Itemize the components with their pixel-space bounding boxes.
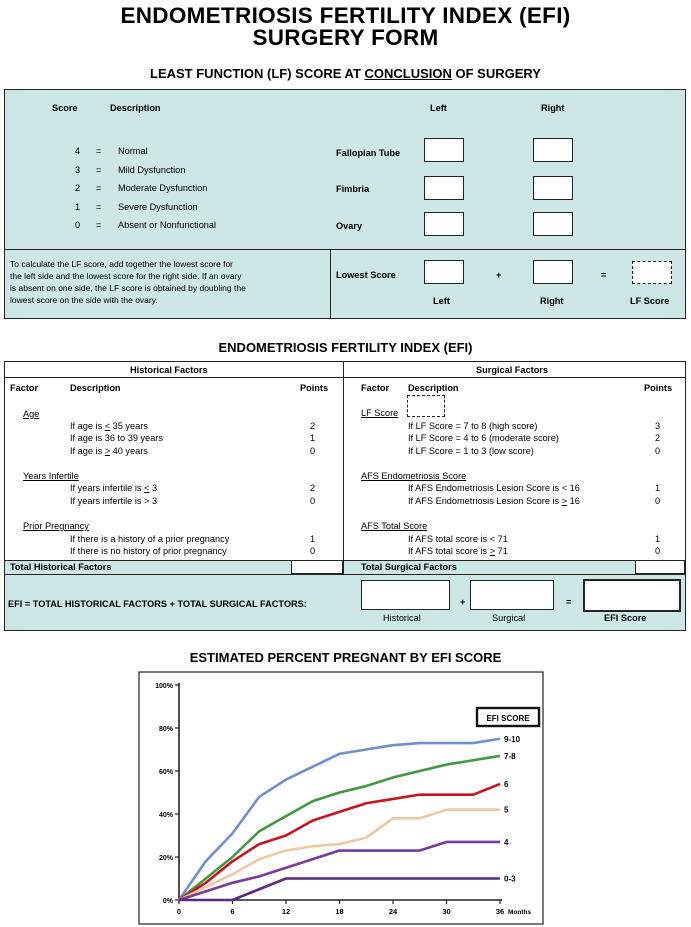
y-tick-label: 0% (162, 898, 173, 905)
afs-total-row-2-points: 0 (655, 546, 661, 556)
historical-factors-header: Historical Factors (130, 365, 208, 375)
equals-sign: = (601, 270, 607, 280)
surgical-factors-header: Surgical Factors (476, 365, 548, 375)
lf-score-factor-label: LF Score (361, 408, 399, 418)
series-label: 4 (504, 837, 509, 847)
row-operator: < (104, 421, 111, 431)
chart-title: ESTIMATED PERCENT PREGNANT BY EFI SCORE (189, 650, 502, 665)
series-label: 5 (504, 805, 509, 815)
lf-row-3: If LF Score = 1 to 3 (low score) (408, 446, 534, 456)
score-value: 0 (75, 220, 81, 230)
instruction-line: the left side and the lowest score for the right side. If an ovary (10, 271, 242, 281)
equals-sign: = (96, 183, 102, 193)
x-tick-label: 12 (281, 907, 291, 916)
lf-section-title-underlined: CONCLUSION (364, 66, 452, 81)
left-column-header: Left (430, 103, 447, 113)
equals-sign: = (96, 146, 102, 156)
x-tick-label: 30 (442, 907, 451, 916)
lf-row-1: If LF Score = 7 to 8 (high score) (408, 421, 538, 431)
x-tick-label: 18 (335, 907, 344, 916)
afs-endo-row-2-points: 0 (655, 496, 661, 506)
afs-total-row-1: If AFS total score is < 71 (408, 534, 508, 544)
plus-sign: + (496, 270, 502, 280)
row-text: If AFS Endometriosis Lesion Score is (408, 496, 562, 506)
years-row-2: If years infertile is > 3 (70, 496, 158, 506)
form-title-line1: ENDOMETRIOSIS FERTILITY INDEX (EFI) (120, 3, 571, 28)
series-label: 7-8 (504, 751, 516, 761)
age-row-3-points: 0 (310, 446, 316, 456)
score-value: 4 (75, 146, 81, 156)
surgical-factor-col: Factor (361, 383, 390, 393)
x-axis-label: Months (508, 909, 532, 916)
y-tick-label: 60% (158, 769, 173, 776)
row-text: If age is (70, 446, 105, 456)
row-operator: < (144, 483, 150, 493)
lowest-left-label: Left (433, 296, 450, 306)
age-row-1-points: 2 (310, 421, 316, 431)
row-text: If AFS total score is (408, 546, 490, 556)
efi-section-title: ENDOMETRIOSIS FERTILITY INDEX (EFI) (218, 340, 473, 355)
historical-points-col: Points (300, 383, 329, 393)
prior-pregnancy-label: Prior Pregnancy (23, 521, 89, 531)
score-description: Absent or Nonfunctional (118, 220, 217, 230)
lf-row-2-points: 2 (655, 433, 661, 443)
score-header: Score (52, 103, 78, 113)
y-tick-label: 100% (155, 683, 173, 690)
historical-description-col: Description (70, 383, 121, 393)
ovary-label: Ovary (336, 221, 363, 231)
row-text-end: 35 years (110, 421, 148, 431)
fimbria-label: Fimbria (336, 184, 370, 194)
years-infertile-label: Years Infertile (23, 471, 79, 481)
x-tick-label: 24 (388, 907, 398, 916)
equals-sign: = (96, 202, 102, 212)
surgical-points-col: Points (644, 383, 673, 393)
prior-row-1: If there is a history of a prior pregnancy (70, 534, 230, 544)
row-operator: > (489, 546, 496, 556)
description-header: Description (110, 103, 161, 113)
afs-endo-row-1: If AFS Endometriosis Lesion Score is < 16 (408, 483, 580, 493)
row-text-end: 3 (149, 483, 158, 493)
surgical-label: Surgical (492, 613, 526, 623)
years-row-2-points: 0 (310, 496, 316, 506)
lowest-score-label: Lowest Score (336, 270, 396, 280)
equals-sign: = (96, 220, 102, 230)
age-row-2-points: 1 (310, 433, 316, 443)
prior-row-2-points: 0 (310, 546, 316, 556)
score-description: Moderate Dysfunction (118, 183, 208, 193)
afs-total-row-1-points: 1 (655, 534, 661, 544)
legend-title: EFI SCORE (486, 714, 530, 723)
right-column-header: Right (541, 103, 565, 113)
afs-endometriosis-label: AFS Endometriosis Score (361, 471, 467, 481)
prior-row-2: If there is no history of prior pregnancy (70, 546, 227, 556)
series-label: 0-3 (504, 874, 516, 884)
afs-total-label: AFS Total Score (361, 521, 428, 531)
lf-section-title-post: OF SURGERY (451, 66, 541, 81)
afs-endo-row-1-points: 1 (655, 483, 661, 493)
row-text-end: 71 (495, 546, 508, 556)
lowest-right-label: Right (540, 296, 564, 306)
efi-score-label: EFI Score (604, 613, 647, 623)
row-text: If age is (70, 421, 105, 431)
age-row-2: If age is 36 to 39 years (70, 433, 163, 443)
form-title-line2: SURGERY FORM (252, 25, 439, 50)
series-label: 9-10 (504, 734, 521, 744)
historical-factor-col: Factor (10, 383, 39, 393)
x-tick-label: 36 (495, 907, 505, 916)
years-row-1-points: 2 (310, 483, 316, 493)
series-label: 6 (504, 779, 509, 789)
historical-label: Historical (383, 613, 421, 623)
x-tick-label: 6 (230, 907, 235, 916)
score-value: 1 (75, 202, 81, 212)
instruction-line: lowest score on the side with the ovary. (10, 295, 158, 305)
lf-row-2: If LF Score = 4 to 6 (moderate score) (408, 433, 559, 443)
plus-sign: + (460, 597, 466, 607)
score-description: Severe Dysfunction (118, 202, 198, 212)
score-description: Normal (118, 146, 148, 156)
y-tick-label: 80% (158, 726, 173, 733)
total-surgical-label: Total Surgical Factors (361, 562, 457, 572)
fallopian-tube-label: Fallopian Tube (336, 148, 401, 158)
score-description: Mild Dysfunction (118, 165, 186, 175)
equals-sign: = (566, 597, 572, 607)
y-tick-label: 40% (158, 812, 173, 819)
row-text-end: 40 years (110, 446, 148, 456)
instruction-line: To calculate the LF score, add together the lowest score for (10, 259, 234, 269)
row-text: If years infertile is (70, 483, 145, 493)
lf-section-title-pre: LEAST FUNCTION (LF) SCORE AT (150, 66, 365, 81)
age-factor-label: Age (23, 409, 40, 419)
row-operator: > (561, 496, 568, 506)
lf-row-3-points: 0 (655, 446, 661, 456)
efi-formula-label: EFI = TOTAL HISTORICAL FACTORS + TOTAL SURGICAL FACTORS: (8, 599, 307, 609)
lf-score-label: LF Score (630, 296, 670, 306)
surgical-description-col: Description (408, 383, 459, 393)
y-tick-label: 20% (158, 855, 173, 862)
equals-sign: = (96, 165, 102, 175)
score-value: 2 (75, 183, 81, 193)
row-text-end: 16 (567, 496, 580, 506)
row-operator: > (104, 446, 111, 456)
x-tick-label: 0 (176, 907, 182, 916)
total-historical-label: Total Historical Factors (10, 562, 112, 572)
score-value: 3 (75, 165, 81, 175)
prior-row-1-points: 1 (310, 534, 316, 544)
lf-row-1-points: 3 (655, 421, 661, 431)
instruction-line: is absent on one side, the LF score is obtained by doubling the (10, 283, 246, 293)
